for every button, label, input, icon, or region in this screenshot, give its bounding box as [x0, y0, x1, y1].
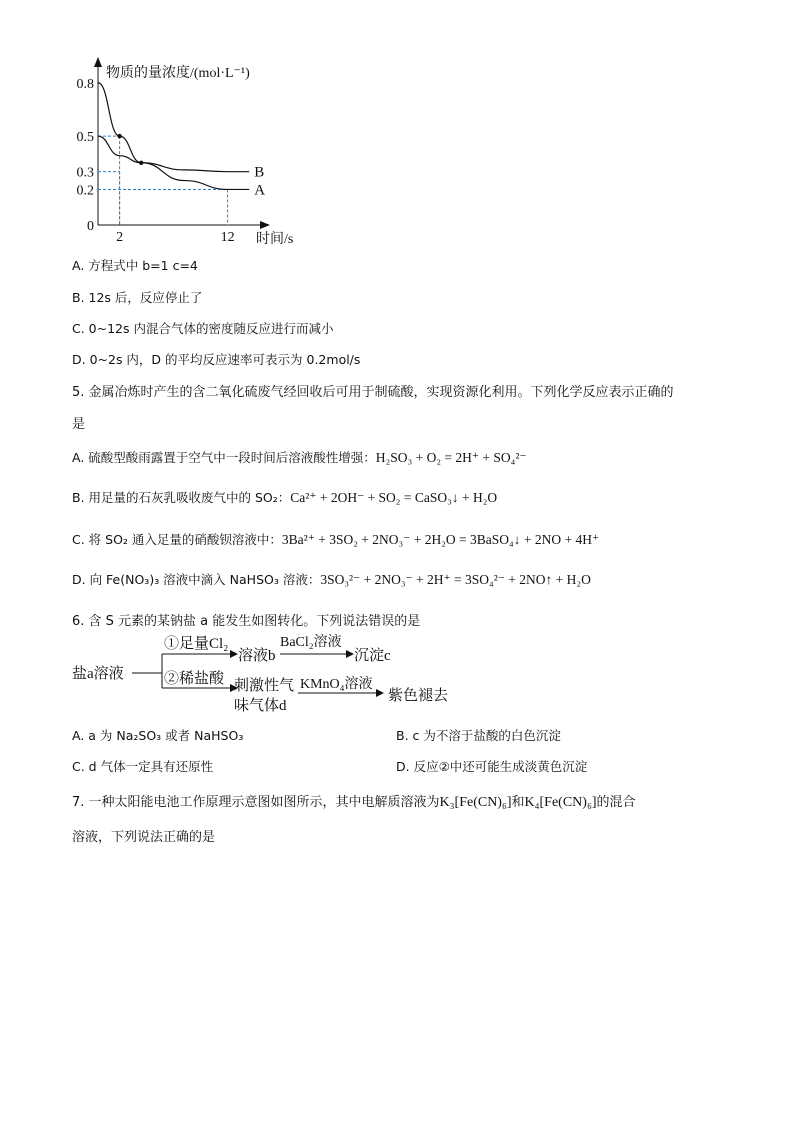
- x-tick-label: 12: [220, 230, 235, 245]
- y-tick-label: 0.3: [76, 165, 94, 181]
- q5-option-a-text: A. 硫酸型酸雨露置于空气中一段时间后溶液酸性增强：: [72, 450, 376, 465]
- flow-top-reagent: BaCl₂溶液: [280, 635, 342, 650]
- q5-option-b: [72, 488, 497, 506]
- y-axis-arrow: [94, 57, 102, 67]
- q5-stem-line1: 5. 金属冶炼时产生的含二氧化硫废气经回收后可用于制硫酸，实现资源化利用。下列化学反应表示正确的: [72, 385, 674, 400]
- x-tick-label: 2: [116, 230, 124, 245]
- y-tick-label: 0.2: [76, 183, 94, 199]
- q4-option-d: D. 0~2s 内，D 的平均反应速率可表示为 0.2mol/s: [72, 352, 361, 367]
- q6-option-b: B. c 为不溶于盐酸的白色沉淀: [396, 728, 561, 743]
- q6-option-d: D. 反应②中还可能生成淡黄色沉淀: [396, 759, 588, 774]
- flow-bottom-condition: ②稀盐酸: [164, 671, 225, 687]
- flow-top-condition: ①足量Cl₂: [164, 636, 229, 652]
- q5-option-c: [72, 530, 599, 548]
- q6-option-a: A. a 为 Na₂SO₃ 或者 NaHSO₃: [72, 728, 244, 743]
- q6-flow-diagram: [70, 628, 470, 716]
- y-axis-label: 物质的量浓度/(mol·L⁻¹): [106, 66, 250, 81]
- x-axis-arrow: [260, 221, 270, 229]
- flow-bottom-result: 紫色褪去: [388, 688, 449, 704]
- series-A-label: A: [254, 182, 266, 199]
- x-axis-label: 时间/s: [256, 232, 294, 247]
- q6-option-c: C. d 气体一定具有还原性: [72, 759, 214, 774]
- flow-start: 盐a溶液: [72, 666, 124, 682]
- q5-option-b-equation: Ca²⁺ + 2OH⁻ + SO₂ = CaSO₃↓ + H₂O: [290, 490, 498, 505]
- flow-top-arrowhead: [230, 650, 238, 658]
- q4-option-b: B. 12s 后，反应停止了: [72, 290, 203, 305]
- q7-and: 和: [511, 795, 525, 810]
- flow-bottom-product-line2: 味气体d: [234, 698, 287, 714]
- point-marker: [117, 134, 121, 138]
- q5-option-a: [72, 448, 527, 466]
- q7-k4-formula: K₄[Fe(CN)₆]: [524, 795, 597, 810]
- y-tick-label: 0.5: [76, 130, 94, 146]
- q7-line1-end: 的混合: [596, 795, 636, 810]
- concentration-time-chart: [60, 55, 320, 250]
- intersection-marker: [139, 161, 143, 165]
- q5-option-b-text: B. 用足量的石灰乳吸收废气中的 SO₂：: [72, 490, 291, 505]
- q4-option-a: A. 方程式中 b=1 c=4: [72, 258, 198, 273]
- flow-bottom-reagent: KMnO₄溶液: [300, 677, 373, 692]
- q6-stem: 6. 含 S 元素的某钠盐 a 能发生如图转化。下列说法错误的是: [72, 614, 421, 629]
- y-tick-label: 0.8: [76, 76, 94, 92]
- series-B-curve: [98, 136, 249, 172]
- flow-bottom-second-arrowhead: [376, 689, 384, 697]
- q4-option-c: C. 0~12s 内混合气体的密度随反应进行而减小: [72, 321, 334, 336]
- q5-option-d-equation: 3SO₃²⁻ + 2NO₃⁻ + 2H⁺ = 3SO₄²⁻ + 2NO↑ + H₂O: [320, 572, 591, 587]
- q5-option-d-text: D. 向 Fe(NO₃)₃ 溶液中滴入 NaHSO₃ 溶液：: [72, 572, 321, 587]
- q7-line2: 溶液，下列说法正确的是: [72, 830, 216, 845]
- series-B-label: B: [254, 164, 265, 181]
- flow-bottom-product-line1: 刺激性气: [234, 678, 295, 694]
- q5-option-a-equation: H₂SO₃ + O₂ = 2H⁺ + SO₄²⁻: [375, 450, 527, 465]
- chart-axes: [94, 57, 270, 229]
- q5-option-c-text: C. 将 SO₂ 通入足量的硝酸钡溶液中：: [72, 532, 282, 547]
- flow-top-product: 溶液b: [238, 648, 276, 664]
- q7-k3-formula: K₃[Fe(CN)₆]: [439, 795, 512, 810]
- q5-option-d: [72, 570, 591, 588]
- flow-top-result: 沉淀c: [354, 648, 391, 664]
- y-tick-label: 0: [87, 219, 94, 234]
- q7-line1: [72, 791, 636, 811]
- q5-stem-line2: 是: [72, 417, 86, 432]
- flow-top-second-arrowhead: [346, 650, 354, 658]
- q5-option-c-equation: 3Ba²⁺ + 3SO₂ + 2NO₃⁻ + 2H₂O = 3BaSO₄↓ + 2NO + 4H⁺: [281, 532, 600, 547]
- q7-line1-start: 7. 一种太阳能电池工作原理示意图如图所示，其中电解质溶液为: [72, 795, 440, 810]
